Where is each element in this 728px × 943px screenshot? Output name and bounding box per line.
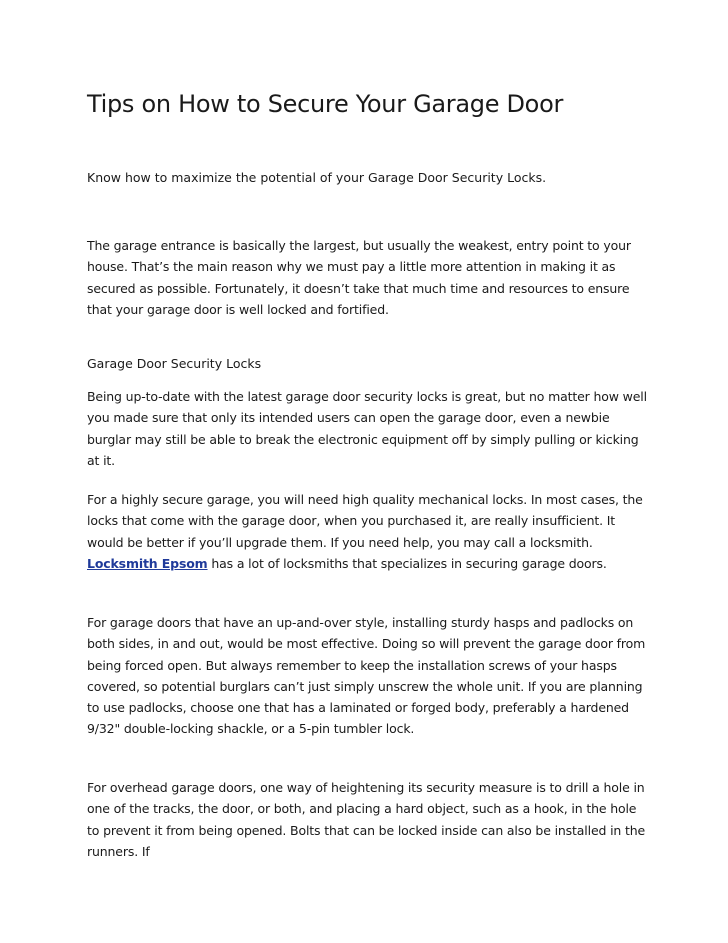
paragraph-1: Being up-to-date with the latest garage door security locks is great, but no matter how well you made sure that only its intended users can open the garage door, even a newbie burglar may still be able to break the electronic equipment off by simply pulling or kicking at it.: [87, 389, 647, 468]
paragraph-2: [87, 489, 652, 574]
locksmith-epsom-link[interactable]: Locksmith Epsom: [87, 555, 208, 571]
paragraph-3: For garage doors that have an up-and-over style, installing sturdy hasps and padlocks on both sides, in and out, would be most effective. Doing so will prevent the garage door from being forced open. But always remember to keep the installation screws of your hasps covered, so potential burglars can’t just simply unscrew the whole unit. If you are planning to use padlocks, choose one that has a laminated or forged body, preferably a hardened 9/32" double-locking shackle, or a 5-pin tumbler lock.: [87, 615, 646, 737]
paragraph-2-text-end: has a lot of locksmiths that specializes in securing garage doors.: [207, 555, 607, 571]
section-heading: Garage Door Security Locks: [87, 356, 262, 371]
paragraph-4: For overhead garage doors, one way of heightening its security measure is to drill a hole in one of the tracks, the door, or both, and placing a hard object, such as a hook, in the hole to prevent it from being opened. Bolts that can be locked inside can also be installed in the runners. If: [87, 780, 646, 859]
page-title: Tips on How to Secure Your Garage Door: [87, 90, 564, 118]
subtitle: Know how to maximize the potential of your Garage Door Security Locks.: [87, 170, 547, 185]
intro-paragraph: The garage entrance is basically the largest, but usually the weakest, entry point to your house. That’s the main reason why we must pay a little more attention in making it as secured as possible. Fortunately, it doesn’t take that much time and resources to ensure that your garage door is well locked and fortified.: [87, 238, 631, 317]
paragraph-2-text-start: For a highly secure garage, you will need high quality mechanical locks. In most cases, the locks that come with the garage door, when you purchased it, are really insufficient. It would be better if you’ll upgrade them. If you need help, you may call a locksmith.: [87, 492, 643, 550]
